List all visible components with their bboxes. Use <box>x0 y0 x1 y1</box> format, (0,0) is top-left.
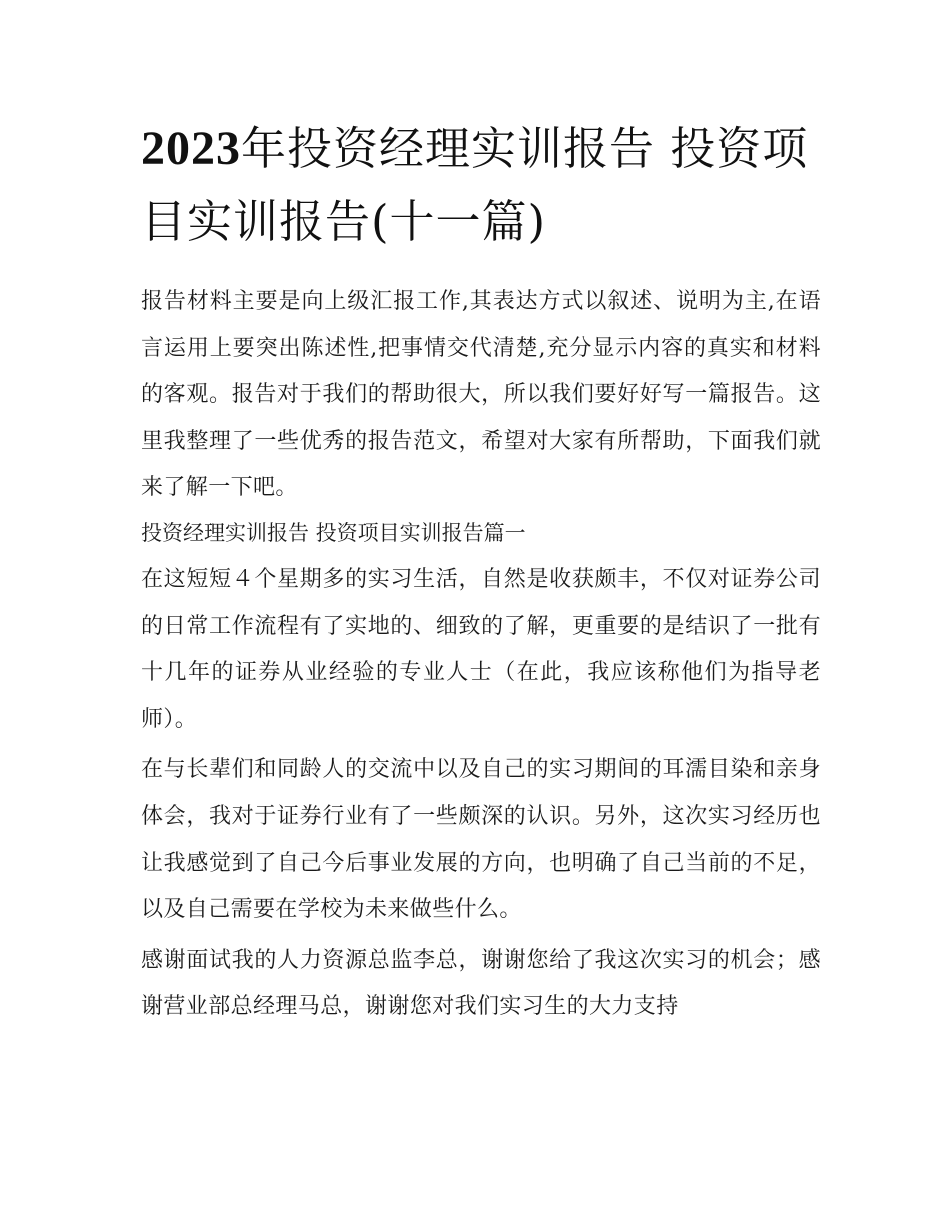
body-paragraph-2: 在与长辈们和同龄人的交流中以及自己的实习期间的耳濡目染和亲身体会，我对于证券行业有了一些颇深的认识。另外，这次实习经历也让我感觉到了自己今后事业发展的方向，也明确了自己当前的不足，以及自己需要在学校为未来做些什么。 <box>141 757 821 923</box>
body-paragraph-3: 感谢面试我的人力资源总监李总，谢谢您给了我这次实习的机会；感谢营业部总经理马总，谢谢您对我们实习生的大力支持 <box>141 947 821 1020</box>
title-text: 年投资经理实训报告 投资项目实训报告(十一篇) <box>141 122 809 248</box>
document-title <box>141 112 831 258</box>
section-heading: 投资经理实训报告 投资项目实训报告篇一 <box>141 520 526 545</box>
document-body <box>141 279 821 1031</box>
body-paragraph-1: 在这短短４个星期多的实习生活，自然是收获颇丰，不仅对证券公司的日常工作流程有了实地的、细致的了解，更重要的是结识了一批有十几年的证券从业经验的专业人士（在此，我应该称他们为指导老师）。 <box>141 566 821 732</box>
intro-paragraph: 报告材料主要是向上级汇报工作,其表达方式以叙述、说明为主,在语言运用上要突出陈述性,把事情交代清楚,充分显示内容的真实和材料的客观。报告对于我们的帮助很大，所以我们要好好写一篇报告。这里我整理了一些优秀的报告范文，希望对大家有所帮助，下面我们就来了解一下吧。 <box>141 289 821 501</box>
title-year: 2023 <box>141 122 241 175</box>
